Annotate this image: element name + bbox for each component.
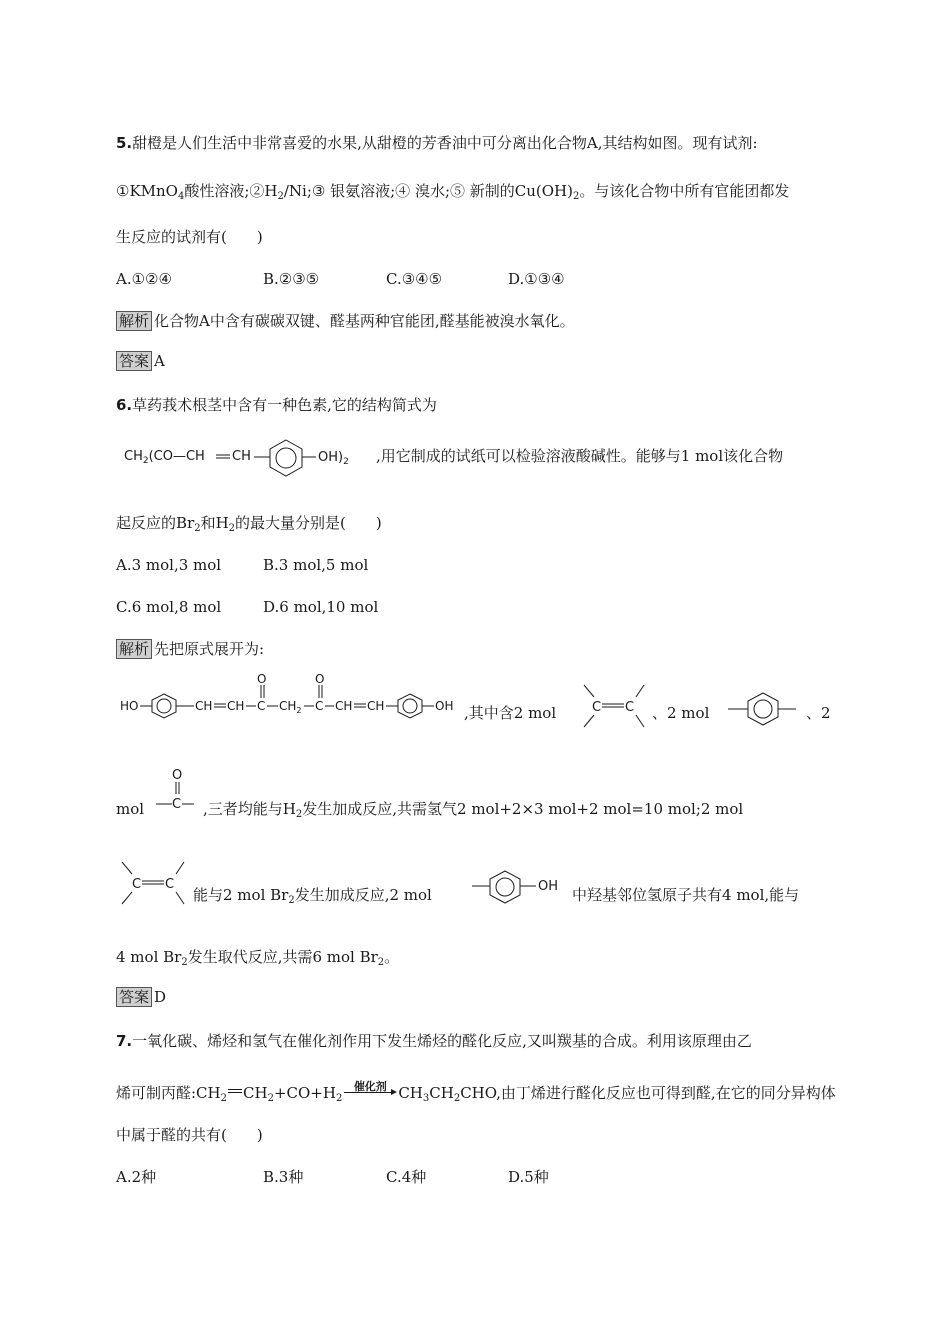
q6-text: 发生加成反应,共需氢气2 mol+2×3 mol+2 mol=10 mol;2 mol xyxy=(302,800,744,818)
catalyst-label: 催化剂 xyxy=(353,1080,387,1093)
reaction-arrow xyxy=(342,1080,398,1100)
svg-text:O: O xyxy=(172,768,183,783)
q6-text: 和H xyxy=(200,514,229,532)
svg-text:CH: CH xyxy=(232,449,251,464)
q5-line1 xyxy=(116,132,758,154)
svg-text:C: C xyxy=(592,700,602,715)
q7-text: +CO+H xyxy=(273,1084,336,1102)
q5-analysis-text: 化合物A中含有碳碳双键、醛基两种官能团,醛基能被溴水氧化。 xyxy=(154,312,575,330)
q6-stem-1: 草药莪术根茎中含有一种色素,它的结构简式为 xyxy=(132,396,437,414)
svg-text:CH2: $CH_2$ xyxy=(279,699,302,715)
q6-text: 起反应的Br xyxy=(116,514,195,532)
svg-text:OH)2: $OH)_2$ xyxy=(318,450,349,467)
svg-text:C: C xyxy=(172,797,182,812)
svg-text:OH: OH xyxy=(538,879,559,894)
svg-text:CH: CH xyxy=(195,699,213,713)
q6-number: 6. xyxy=(116,396,133,414)
q7-sub: 2 xyxy=(267,1093,274,1104)
q6-2mol-text: 、2 mol xyxy=(652,704,710,722)
q5-reagent-1: ①KMnO xyxy=(116,182,178,200)
q6-sub: 2 xyxy=(228,523,236,534)
q6-br-line-2: 中羟基邻位氢原子共有4 mol,能与 xyxy=(572,886,800,904)
svg-text:C: C xyxy=(165,877,175,892)
svg-text:O: O xyxy=(315,672,325,686)
q7-line2 xyxy=(116,1080,836,1104)
q5-line3: 生反应的试剂有( ) xyxy=(116,228,263,246)
alkene-group-2 xyxy=(118,860,190,915)
svg-text:CH: CH xyxy=(367,699,385,713)
q6-answer-text: D xyxy=(154,988,167,1006)
svg-text:CH: CH xyxy=(227,699,245,713)
q7-text: CH xyxy=(398,1084,423,1102)
q6-text: 的最大量分别是( ) xyxy=(235,514,382,532)
q6-last-line xyxy=(116,946,399,968)
q6-text: 能与2 mol Br xyxy=(193,886,289,904)
curcumin-formula xyxy=(116,430,376,480)
q6-answer xyxy=(116,986,166,1008)
q6-text: 4 mol Br xyxy=(116,948,182,966)
q6-option-d[interactable]: D.6 mol,10 mol xyxy=(263,598,379,616)
q6-text: 发生加成反应,2 mol xyxy=(294,886,432,904)
q7-line3: 中属于醛的共有( ) xyxy=(116,1126,263,1144)
answer-tag: 答案 xyxy=(116,987,152,1007)
q6-sub: 2 xyxy=(181,957,188,968)
q5-sub: 2 xyxy=(277,191,284,202)
q7-stem-1: 一氧化碳、烯烃和氢气在催化剂作用下发生烯烃的醛化反应,又叫羰基的合成。利用该原理由乙 xyxy=(132,1032,752,1050)
q7-text: CH xyxy=(429,1084,454,1102)
svg-text:C: C xyxy=(625,700,635,715)
q6-option-a[interactable]: A.3 mol,3 mol xyxy=(116,556,222,574)
svg-text:C: C xyxy=(132,877,142,892)
answer-tag: 答案 xyxy=(116,351,152,371)
q5-number: 5. xyxy=(116,134,133,152)
q7-sub: 2 xyxy=(453,1093,461,1104)
curcumin-expanded-structure xyxy=(118,672,468,732)
q7-text: CHO,由丁烯进行醛化反应也可得到醛,在它的同分异构体 xyxy=(460,1084,836,1102)
q5-option-b[interactable]: B.②③⑤ xyxy=(263,270,320,288)
q5-stem-1: 甜橙是人们生活中非常喜爱的水果,从甜橙的芳香油中可分离出化合物A,其结构如图。现有试剂: xyxy=(132,134,758,152)
q6-mol-text: mol xyxy=(116,800,145,818)
q7-option-a[interactable]: A.2种 xyxy=(116,1168,157,1186)
q5-stem-2: 。与该化合物中所有官能团都发 xyxy=(579,182,790,200)
q7-sub: 2 xyxy=(335,1093,343,1104)
q7-line1 xyxy=(116,1030,752,1052)
phenol-group xyxy=(470,866,570,910)
svg-text:C: C xyxy=(315,699,324,713)
alkene-group-1 xyxy=(580,683,650,738)
svg-text:C: C xyxy=(257,699,266,713)
q5-line2 xyxy=(116,180,789,202)
q6-text: 发生取代反应,共需6 mol Br xyxy=(187,948,378,966)
q7-sub: 3 xyxy=(422,1093,430,1104)
carbonyl-group xyxy=(150,766,206,816)
q5-option-d[interactable]: D.①③④ xyxy=(508,270,565,288)
q6-sub: 2 xyxy=(295,809,303,820)
q6-analysis-text: 先把原式展开为: xyxy=(154,640,265,658)
q5-answer-text: A xyxy=(154,352,165,370)
q5-option-c[interactable]: C.③④⑤ xyxy=(386,270,443,288)
svg-text:HO: HO xyxy=(120,699,139,713)
benzene-ring-group xyxy=(726,686,816,732)
q5-analysis xyxy=(116,310,575,332)
q7-text: 烯可制丙醛:CH xyxy=(116,1084,221,1102)
analysis-tag: 解析 xyxy=(116,639,152,659)
q6-line3 xyxy=(116,512,382,534)
q5-option-a[interactable]: A.①②④ xyxy=(116,270,172,288)
q5-sub: 2 xyxy=(573,191,580,202)
svg-text:CH2(CO—CH: $CH_2(CO—CH$ xyxy=(124,449,205,466)
q7-sub: 2 xyxy=(220,1093,227,1104)
q7-text: CH xyxy=(243,1084,268,1102)
q5-answer xyxy=(116,350,165,372)
q6-2-tail: 、2 xyxy=(806,704,831,722)
q6-sub: 2 xyxy=(288,895,295,906)
q7-option-b[interactable]: B.3种 xyxy=(263,1168,304,1186)
q6-h2-line xyxy=(203,798,743,820)
svg-text:OH: OH xyxy=(435,699,454,713)
q6-line1 xyxy=(116,394,437,416)
q6-contains-text: ,其中含2 mol xyxy=(464,704,557,722)
analysis-tag: 解析 xyxy=(116,311,152,331)
q5-reagent-2: 酸性溶液;②H xyxy=(184,182,278,200)
svg-text:O: O xyxy=(257,672,267,686)
q7-option-c[interactable]: C.4种 xyxy=(386,1168,427,1186)
q6-br-line-1 xyxy=(193,884,432,906)
q5-sub: 4 xyxy=(177,191,185,202)
q6-option-b[interactable]: B.3 mol,5 mol xyxy=(263,556,369,574)
q7-option-d[interactable]: D.5种 xyxy=(508,1168,549,1186)
q6-sub: 2 xyxy=(377,957,385,968)
q5-reagent-3: /Ni;③ 银氨溶液;④ 溴水;⑤ 新制的Cu(OH) xyxy=(283,182,573,200)
q6-text: ,三者均能与H xyxy=(203,800,296,818)
q6-line2-tail: ,用它制成的试纸可以检验溶液酸碱性。能够与1 mol该化合物 xyxy=(376,447,784,465)
q6-sub: 2 xyxy=(194,523,201,534)
q6-text: 。 xyxy=(384,948,400,966)
q7-number: 7. xyxy=(116,1032,133,1050)
double-bond-symbol xyxy=(227,1088,243,1098)
q6-analysis xyxy=(116,638,264,660)
q6-option-c[interactable]: C.6 mol,8 mol xyxy=(116,598,222,616)
svg-text:CH: CH xyxy=(335,699,353,713)
